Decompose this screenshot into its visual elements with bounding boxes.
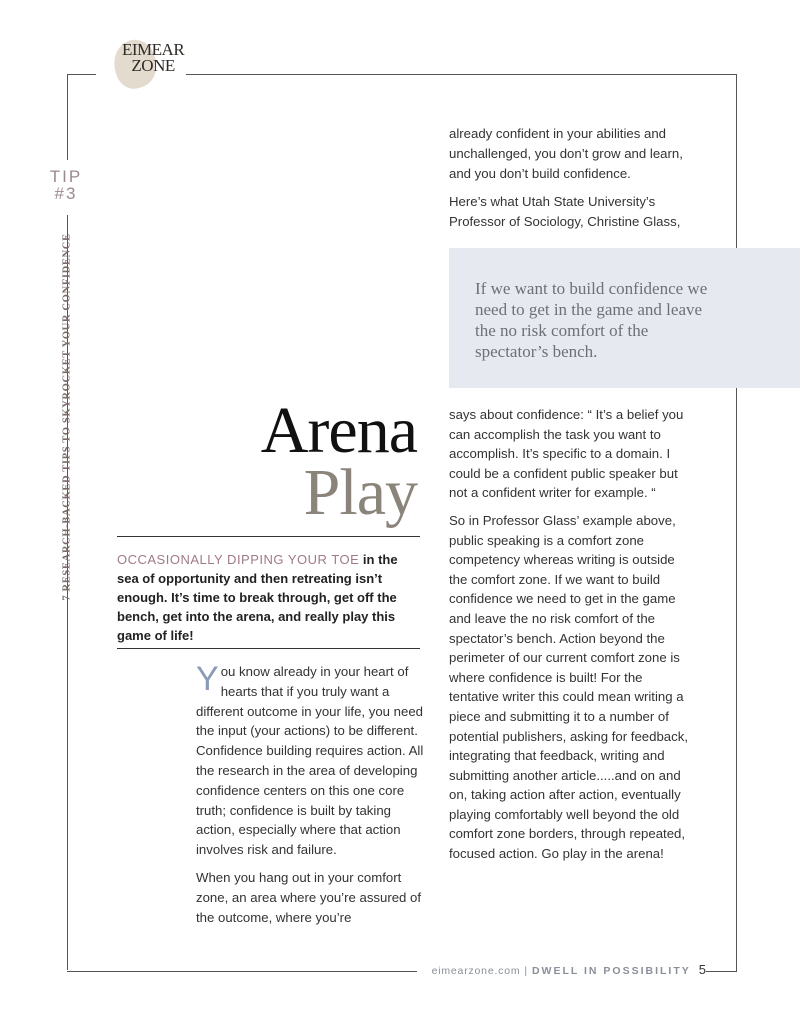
brand-logo	[96, 30, 186, 90]
frame-bottom-rule	[67, 971, 417, 972]
footer-site: eimearzone.com	[431, 965, 521, 977]
frame-right-rule	[736, 74, 737, 972]
frame-left-rule	[67, 74, 68, 160]
title-divider	[117, 536, 420, 537]
footer-separator: |	[524, 965, 528, 977]
lead-caps: OCCASIONALLY DIPPING YOUR TOE	[117, 552, 360, 567]
right-top-paragraph-2: Here’s what Utah State University’s Professor of Sociology, Christine Glass,	[449, 194, 681, 229]
tip-number: #3	[54, 184, 78, 203]
lead-paragraph	[117, 550, 417, 645]
pull-quote-text: If we want to build confidence we need to get in the game and leave the no risk comfort of the spectator’s bench.	[475, 279, 708, 361]
lead-rest: in the sea of opportunity and then retreating isn’t enough. It’s time to break through, get off the bench, get into the arena, and really play this game of life!	[117, 552, 398, 643]
frame-bottom-rule-right	[706, 971, 737, 972]
left-paragraph-1-text: ou know already in your heart of hearts that if you truly want a different outcome in your life, you need the input (your actions) to be different. Confidence building requires action. All the research in the area of developing confidence centers on this one core truth; confidence is built by taking action, especially where that action involves risk and failure.	[196, 664, 424, 858]
logo-wordmark	[122, 42, 184, 74]
drop-cap: Y	[196, 660, 219, 698]
left-column-body	[196, 662, 426, 935]
series-title: 7 RESEARCH-BACKED TIPS TO SKYROCKET YOUR CONFIDENCE	[61, 233, 73, 601]
right-paragraph-2: So in Professor Glass’ example above, public speaking is a comfort zone competency whereas writing is outside the comfort zone. If we want to build confidence we need to get in the game and leave the no risk comfort of the spectator’s bench. Action beyond the perimeter of our current comfort zone is where confidence is built! For the tentative writer this could mean writing a piece and submitting it to a number of potential publishers, asking for feedback, integrating that feedback, writing and submitting another article.....and on and on, taking action after action, eventually playing comfortably well beyond the old comfort zone borders, through repeated, focused action. Go play in the arena!	[449, 512, 688, 862]
title-line-1: Arena	[260, 394, 417, 467]
tip-word: TIP	[49, 167, 83, 186]
right-paragraph-1: says about confidence: “ It’s a belief you can accomplish the task you want to accomplish. It’s specific to a domain. I could be a confident public speaker but not a confident writer for example. “	[449, 407, 684, 501]
page-number: 5	[698, 962, 706, 977]
left-paragraph-2: When you hang out in your comfort zone, an area where you’re assured of the outcome, where you’re	[196, 869, 422, 925]
tip-label	[48, 168, 84, 202]
lead-divider	[117, 648, 420, 649]
left-paragraph-1	[196, 662, 426, 860]
footer-tagline: DWELL IN POSSIBILITY	[531, 965, 691, 977]
right-column-top	[449, 124, 694, 240]
pull-quote-box	[449, 248, 800, 388]
logo-line-1: EIMEAR	[122, 40, 185, 59]
side-title-wrap	[57, 222, 77, 612]
page-footer	[420, 962, 706, 977]
title-line-2: Play	[303, 456, 417, 529]
right-top-paragraph-1: already confident in your abilities and unchallenged, you don’t grow and learn, and you don’t build confidence.	[449, 126, 683, 181]
right-column-body	[449, 405, 694, 872]
logo-line-2: ZONE	[131, 56, 175, 75]
